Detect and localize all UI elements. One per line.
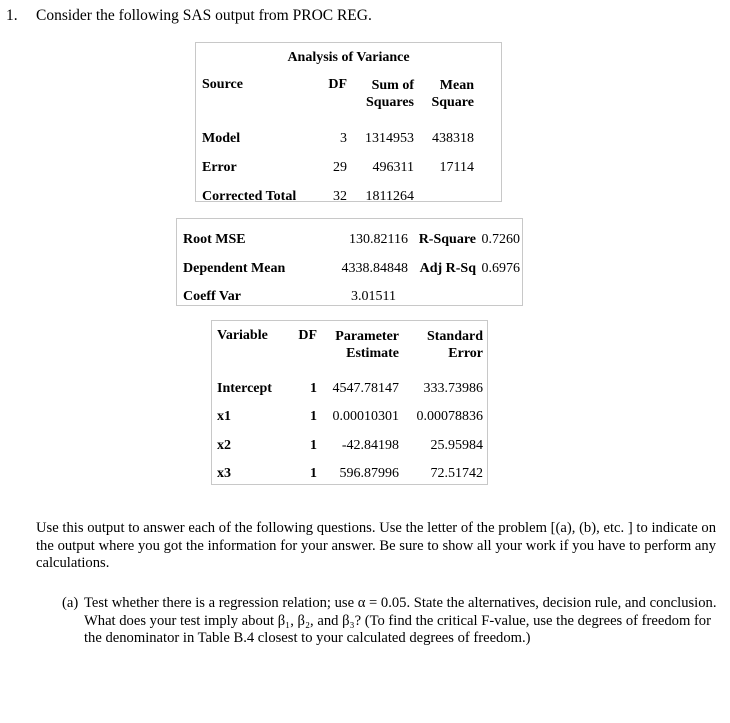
- anova-ss: 496311: [372, 159, 414, 175]
- params-se: 0.00078836: [416, 408, 483, 424]
- params-variable: x3: [217, 465, 231, 481]
- anova-title: Analysis of Variance: [287, 50, 410, 65]
- anova-header-ss-1: Sum of: [371, 78, 414, 93]
- anova-row: [202, 182, 474, 211]
- question-text: Consider the following SAS output from PROC REG.: [36, 7, 372, 24]
- params-row: [217, 460, 483, 487]
- params-df: 1: [310, 437, 317, 453]
- params-header-est-1: Parameter: [335, 329, 399, 344]
- params-header-df: DF: [298, 328, 317, 343]
- instructions-paragraph: Use this output to answer each of the following questions. Use the letter of the problem [(a), (b), etc. ] to indicate on the output where you got the information for your answer. Be sure to show all your work if you have to perform any calculations.: [36, 520, 716, 572]
- anova-ms: 17114: [439, 159, 474, 175]
- part-a: [62, 595, 717, 648]
- anova-header-source: Source: [202, 77, 243, 92]
- params-estimate: 4547.78147: [332, 380, 399, 396]
- params-variable: x2: [217, 437, 231, 453]
- fit-row: [183, 254, 520, 283]
- anova-source: Error: [202, 159, 237, 175]
- params-grid: [217, 328, 483, 487]
- params-header-se-1: Standard: [426, 329, 483, 344]
- params-df: 1: [310, 465, 317, 481]
- fit-label: Coeff Var: [183, 288, 241, 304]
- part-a-label: (a): [62, 595, 79, 611]
- params-variable: x1: [217, 408, 231, 424]
- params-estimate: 596.87996: [339, 465, 399, 481]
- params-header-variable: Variable: [217, 328, 268, 343]
- anova-ms: [414, 182, 474, 211]
- anova-ss: 1811264: [365, 188, 414, 204]
- params-header-se-2: Error: [448, 346, 483, 361]
- anova-table: [195, 42, 502, 202]
- fit-row: [183, 283, 520, 310]
- question-number: 1.: [6, 7, 18, 24]
- params-df: 1: [310, 380, 317, 396]
- question-header: [6, 7, 372, 25]
- params-variable: Intercept: [217, 380, 272, 396]
- params-se: 25.95984: [430, 437, 483, 453]
- fit-statistics-table: [176, 218, 523, 306]
- part-a-text: Test whether there is a regression relation; use α = 0.05. State the alternatives, decision rule, and conclusion. What does your test imply about β₁, β₂, and β₃? (To find the critical F-value, use the degrees of freedom for the denominator in Table B.4 closest to your calculated degrees of freedom.): [84, 595, 717, 647]
- anova-row: [202, 153, 474, 182]
- params-header-est-2: Estimate: [346, 346, 399, 361]
- fit-label: Root MSE: [183, 232, 246, 247]
- fit-value-2: 0.7260: [481, 232, 520, 247]
- anova-df: 32: [333, 188, 347, 204]
- params-row: [217, 431, 483, 460]
- params-se: 333.73986: [423, 380, 483, 396]
- fit-row: [183, 226, 520, 254]
- anova-ms: 438318: [432, 130, 474, 146]
- fit-label-2: Adj R-Sq: [419, 260, 476, 276]
- params-row: [217, 402, 483, 431]
- anova-df: 29: [333, 159, 347, 175]
- fit-label: Dependent Mean: [183, 260, 286, 276]
- params-row: [217, 375, 483, 402]
- parameter-estimates-table: [211, 320, 488, 485]
- params-estimate: -42.84198: [341, 437, 399, 453]
- params-se: 72.51742: [430, 465, 483, 481]
- params-estimate: 0.00010301: [332, 408, 399, 424]
- anova-header-ms-2: Square: [431, 95, 474, 110]
- anova-df: 3: [340, 130, 347, 146]
- fit-value-2: 0.6976: [481, 260, 520, 276]
- params-df: 1: [310, 408, 317, 424]
- anova-header-df: DF: [328, 77, 347, 92]
- anova-header-ms-1: Mean: [439, 78, 474, 93]
- fit-label-2: R-Square: [418, 232, 476, 247]
- anova-source: Model: [202, 130, 241, 146]
- fit-value: 3.01511: [351, 288, 396, 304]
- anova-source: Corrected Total: [202, 188, 297, 204]
- anova-ss: 1314953: [365, 130, 414, 146]
- fit-value: 130.82116: [349, 232, 408, 247]
- anova-row: [202, 124, 474, 153]
- anova-header-ss-2: Squares: [366, 95, 414, 110]
- fit-value: 4338.84848: [341, 260, 408, 276]
- anova-grid: [202, 77, 474, 211]
- fit-grid: [183, 226, 520, 310]
